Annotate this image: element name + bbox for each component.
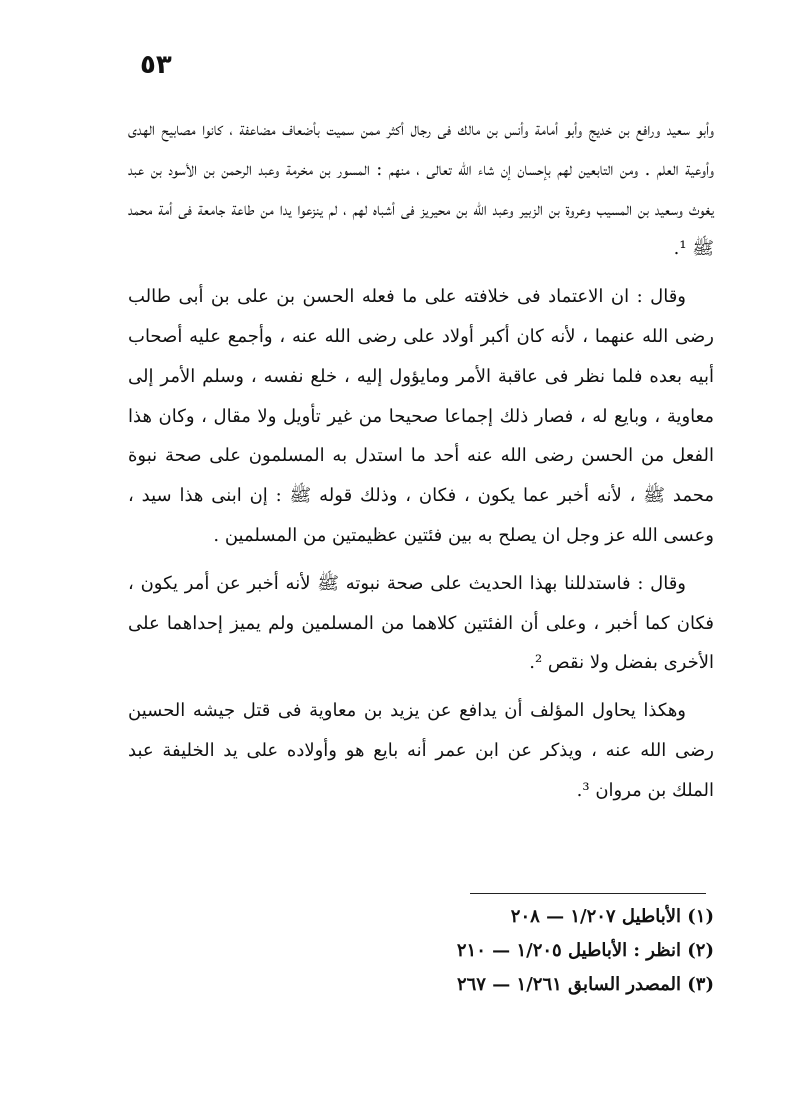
paragraph-2: وقال : ان الاعتماد فى خلافته على ما فعله الحسن بن على بن أبى طالب رضى الله عنهما ، لأنه كان أكبر أولاد على رضى الله عنه ، وأجمع عليه أصحاب أبيه بعده فلما نظر فى عاقبة الأمر ومايؤول إليه ، خلع نفسه ، وسلم الأمر إلى معاوية ، وبايع له ، فصار ذلك إجماعا صحيحا من غير تأويل ولا مقال ، وكان هذا الفعل من الحسن رضى الله عنه أحد ما استدل به المسلمون على صحة نبوة محمد ﷺ ، لأنه أخبر عما يكون ، فكان ، وذلك قوله ﷺ : إن ابنى هذا سيد ، وعسى الله عز وجل ان يصلح به بين فئتين عظيمتين من المسلمين .	[128, 286, 714, 546]
footnote-separator	[470, 893, 706, 894]
paragraph-3: وقال : فاستدللنا بهذا الحديث على صحة نبوته ﷺ لأنه أخبر عن أمر يكون ، فكان كما أخبر ، وعلى أن الفئتين كلاهما من المسلمين ولم يميز إحداهما على الأخرى بفضل ولا نقص ².	[128, 572, 714, 674]
footnote-1: (١) الأباطيل ١/٢٠٧ — ٢٠٨	[510, 906, 714, 927]
footnotes	[300, 900, 714, 1002]
page-number: ٥٣	[140, 50, 172, 80]
footnote-3: (٣) المصدر السابق ١/٢٦١ — ٢٦٧	[456, 974, 714, 995]
body-text	[128, 110, 714, 811]
paragraph-4: وهكذا يحاول المؤلف أن يدافع عن يزيد بن معاوية فى قتل جيشه الحسين رضى الله عنه ، ويذكر عن ابن عمر أنه بايع هو وأولاده على يد الخليفة عبد الملك بن مروان ³.	[128, 700, 714, 801]
paragraph-1: وأبو سعيد ورافع بن خديج وأبو أمامة وأنس بن مالك فى رجال أكثر ممن سميت بأضعاف مضاعفة ، كانوا مصابيح الهدى وأوعية العلم . ومن التابعين لهم بإحسان إن شاء الله تعالى ، منهم : المسور بن مخرمة وعبد الرحمن بن الأسود بن عبد يغوث وسعيد بن المسيب وعروة بن الزبير وعبد الله بن محيريز فى أشباه لهم ، لم ينزعوا يدا من طاعة جامعة فى أمة محمد ﷺ ¹.	[128, 119, 714, 260]
footnote-2: (٢) انظر : الأباطيل ١/٢٠٥ — ٢١٠	[456, 940, 714, 961]
